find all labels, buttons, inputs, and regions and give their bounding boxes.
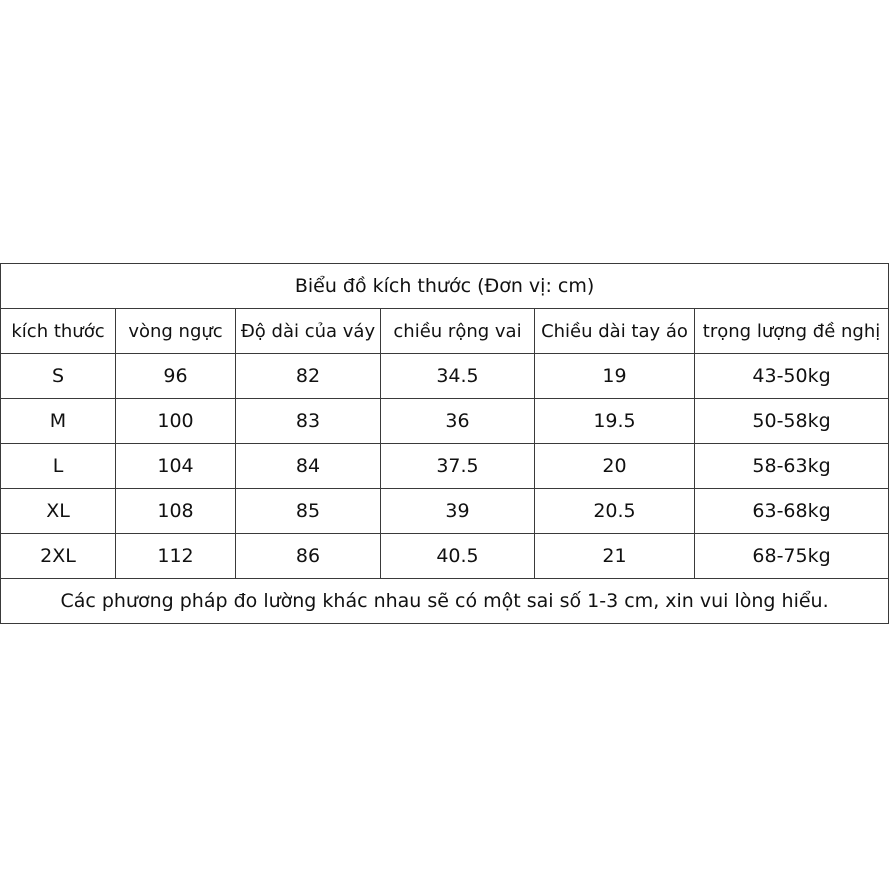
table-cell: M [1, 399, 116, 444]
table-note-row [1, 579, 889, 624]
table-row [1, 534, 889, 579]
table-row [1, 489, 889, 534]
table-cell: 85 [236, 489, 381, 534]
table-cell: 19.5 [535, 399, 695, 444]
table-cell: XL [1, 489, 116, 534]
table-cell: 19 [535, 354, 695, 399]
table-cell: 84 [236, 444, 381, 489]
table-cell: 36 [381, 399, 535, 444]
table-cell: S [1, 354, 116, 399]
table-cell: 21 [535, 534, 695, 579]
table-cell: 86 [236, 534, 381, 579]
header-shoulder-width: chiều rộng vai [381, 309, 535, 354]
header-chest: vòng ngực [116, 309, 236, 354]
table-cell: 43-50kg [695, 354, 889, 399]
table-cell: 37.5 [381, 444, 535, 489]
table-cell: 34.5 [381, 354, 535, 399]
table-row [1, 444, 889, 489]
table-cell: 50-58kg [695, 399, 889, 444]
table-cell: 96 [116, 354, 236, 399]
table-cell: 20 [535, 444, 695, 489]
table-cell: 104 [116, 444, 236, 489]
measurement-note: Các phương pháp đo lường khác nhau sẽ có một sai số 1-3 cm, xin vui lòng hiểu. [1, 579, 889, 624]
header-dress-length: Độ dài của váy [236, 309, 381, 354]
table-cell: 68-75kg [695, 534, 889, 579]
size-chart-table [0, 263, 889, 624]
table-cell: 20.5 [535, 489, 695, 534]
table-cell: 100 [116, 399, 236, 444]
table-title: Biểu đồ kích thước (Đơn vị: cm) [1, 264, 889, 309]
table-cell: L [1, 444, 116, 489]
table-cell: 40.5 [381, 534, 535, 579]
table-cell: 39 [381, 489, 535, 534]
table-row [1, 354, 889, 399]
header-recommended-weight: trọng lượng đề nghị [695, 309, 889, 354]
table-cell: 2XL [1, 534, 116, 579]
table-header-row [1, 309, 889, 354]
header-sleeve-length: Chiều dài tay áo [535, 309, 695, 354]
table-cell: 82 [236, 354, 381, 399]
table-cell: 63-68kg [695, 489, 889, 534]
header-size: kích thước [1, 309, 116, 354]
table-cell: 58-63kg [695, 444, 889, 489]
table-cell: 83 [236, 399, 381, 444]
table-cell: 108 [116, 489, 236, 534]
table-cell: 112 [116, 534, 236, 579]
table-row [1, 399, 889, 444]
table-title-row [1, 264, 889, 309]
